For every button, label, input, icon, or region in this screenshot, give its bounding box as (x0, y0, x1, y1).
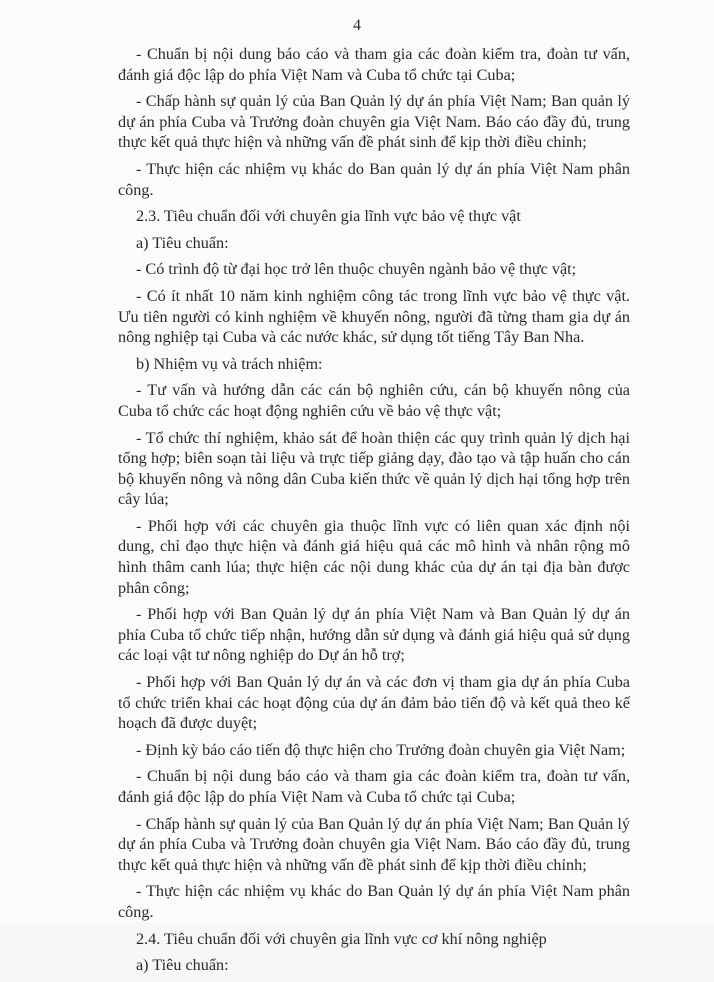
paragraph-6: - Có trình độ từ đại học trở lên thuộc chuyên ngành bảo vệ thực vật; (136, 260, 577, 279)
subheading-standards: a) Tiêu chuẩn: (136, 233, 229, 252)
paragraph-14: - Định kỳ báo cáo tiến độ thực hiện cho Trưởng đoàn chuyên gia Việt Nam; (136, 740, 626, 759)
section-heading-2-3: 2.3. Tiêu chuẩn đối với chuyên gia lĩnh vực bảo vệ thực vật (136, 207, 521, 226)
paragraph-1: - Chuẩn bị nội dung báo cáo và tham gia các đoàn kiểm tra, đoàn tư vấn, đánh giá độc lập do phía Việt Nam và Cuba tổ chức tại Cuba; (118, 45, 630, 84)
page-number: 4 (353, 17, 361, 34)
paragraph-16: - Chấp hành sự quản lý của Ban Quản lý dự án phía Việt Nam; Ban Quản lý dự án phía Cuba và Trưởng đoàn chuyên gia Việt Nam. Báo cáo đầy đủ, trung thực kết quả thực hiện và những vấn đề phát sinh để kịp thời điều chỉnh; (118, 814, 630, 874)
paragraph-15: - Chuẩn bị nội dung báo cáo và tham gia các đoàn kiểm tra, đoàn tư vấn, đánh giá độc lập do phía Việt Nam và Cuba tổ chức tại Cuba; (118, 767, 630, 806)
section-heading-2-4: 2.4. Tiêu chuẩn đối với chuyên gia lĩnh vực cơ khí nông nghiệp (136, 929, 547, 948)
paragraph-3: - Thực hiện các nhiệm vụ khác do Ban quản lý dự án phía Việt Nam phân công. (118, 159, 630, 199)
paragraph-9: - Tư vấn và hướng dẫn các cán bộ nghiên cứu, cán bộ khuyến nông của Cuba tổ chức các hoạt động nghiên cứu về bảo vệ thực vật; (118, 381, 630, 420)
paragraph-2: - Chấp hành sự quản lý của Ban Quản lý dự án phía Việt Nam; Ban quản lý dự án phía Cuba và Trưởng đoàn chuyên gia Việt Nam. Báo cáo đầy đủ, trung thực kết quả thực hiện và những vấn đề phát sinh để kịp thời điều chỉnh; (118, 92, 630, 152)
subheading-standards-2: a) Tiêu chuẩn: (136, 956, 229, 975)
paragraph-11: - Phối hợp với các chuyên gia thuộc lĩnh vực có liên quan xác định nội dung, chỉ đạo thực hiện và đánh giá hiệu quả các mô hình và nhân rộng mô hình thâm canh lúa; thực hiện các nội dung khác của dự án tại địa bàn được phân công; (118, 516, 630, 597)
subheading-duties: b) Nhiệm vụ và trách nhiệm: (136, 354, 323, 373)
paragraph-10: - Tổ chức thí nghiệm, khảo sát để hoàn thiện các quy trình quản lý dịch hại tổng hợp; biên soạn tài liệu và trực tiếp giảng dạy, đào tạo và tập huấn cho cán bộ khuyến nông và nông dân Cuba kiến thức về quản lý dịch hại tổng hợp trên cây lúa; (118, 428, 630, 509)
paragraph-17: - Thực hiện các nhiệm vụ khác do Ban Quản lý dự án phía Việt Nam phân công. (118, 882, 630, 921)
paragraph-12: - Phối hợp với Ban Quản lý dự án phía Việt Nam và Ban Quản lý dự án phía Cuba tổ chức tiếp nhận, hướng dẫn sử dụng và đánh giá hiệu quả sử dụng các loại vật tư nông nghiệp do Dự án hỗ trợ; (118, 605, 630, 665)
paragraph-13: - Phối hợp với Ban Quản lý dự án và các đơn vị tham gia dự án phía Cuba tổ chức triển khai các hoạt động của dự án đảm bảo tiến độ và kết quả theo kế hoạch đã được duyệt; (118, 673, 630, 733)
document-body (118, 44, 630, 982)
paragraph-7: - Có ít nhất 10 năm kinh nghiệm công tác trong lĩnh vực bảo vệ thực vật. Ưu tiên người có kinh nghiệm về khuyến nông, người đã từng tham gia dự án nông nghiệp tại Cuba và các nước khác, sử dụng tốt tiếng Tây Ban Nha. (118, 286, 630, 347)
